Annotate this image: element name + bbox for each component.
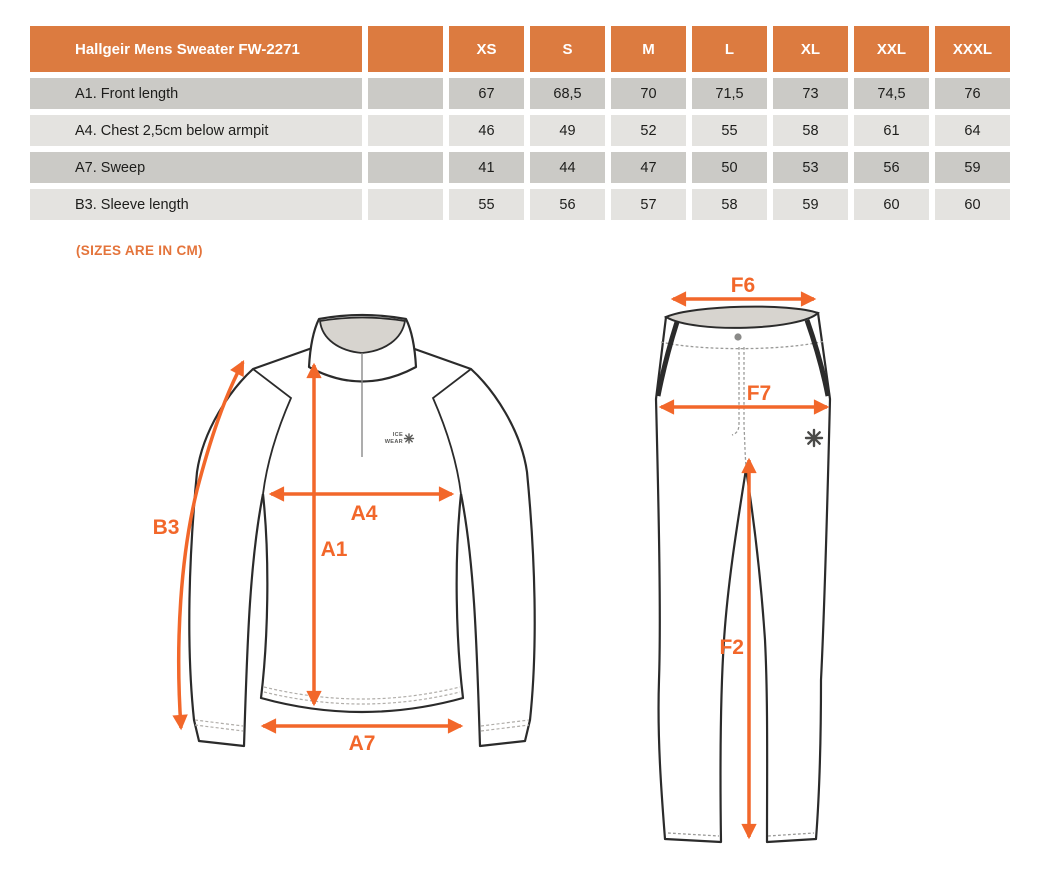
sweater-body	[261, 494, 463, 712]
value-cell: 44	[530, 152, 605, 183]
snowflake-icon	[806, 430, 822, 446]
row-label-cell: B3. Sleeve length	[30, 189, 362, 220]
value-cell: 56	[530, 189, 605, 220]
value-cell: 55	[449, 189, 524, 220]
size-header: L	[692, 26, 767, 72]
row-label-cell: A1. Front length	[30, 78, 362, 109]
snowflake-icon	[405, 434, 414, 443]
value-cell: 60	[854, 189, 929, 220]
size-header: XL	[773, 26, 848, 72]
label-a4: A4	[350, 502, 378, 525]
size-header: M	[611, 26, 686, 72]
label-f2: F2	[719, 636, 744, 659]
waist-button	[734, 333, 741, 340]
value-cell: 49	[530, 115, 605, 146]
row-label-cell: A4. Chest 2,5cm below armpit	[30, 115, 362, 146]
value-cell: 60	[935, 189, 1010, 220]
brand-logo-line1: ICE	[392, 432, 403, 438]
label-f7: F7	[746, 382, 772, 405]
row-label-cell: A7. Sweep	[30, 152, 362, 183]
value-cell: 58	[773, 115, 848, 146]
value-cell: 57	[611, 189, 686, 220]
value-cell: 59	[935, 152, 1010, 183]
value-cell: 50	[692, 152, 767, 183]
value-cell: 76	[935, 78, 1010, 109]
label-b3: B3	[152, 516, 180, 539]
value-cell: 58	[692, 189, 767, 220]
pants-drawing	[656, 274, 830, 842]
value-cell: 73	[773, 78, 848, 109]
value-cell: 59	[773, 189, 848, 220]
size-header: XS	[449, 26, 524, 72]
value-cell: 47	[611, 152, 686, 183]
size-header: XXXL	[935, 26, 1010, 72]
units-note: (SIZES ARE IN CM)	[76, 243, 203, 258]
label-f6: F6	[730, 274, 756, 297]
value-cell: 41	[449, 152, 524, 183]
value-cell: 52	[611, 115, 686, 146]
value-cell: 53	[773, 152, 848, 183]
product-title: Hallgeir Mens Sweater FW-2271	[30, 26, 362, 72]
size-header: XXL	[854, 26, 929, 72]
sweater-drawing	[153, 315, 535, 755]
value-cell: 71,5	[692, 78, 767, 109]
value-cell: 61	[854, 115, 929, 146]
label-a7: A7	[348, 732, 376, 755]
value-cell: 46	[449, 115, 524, 146]
pants-body	[656, 313, 830, 842]
value-cell: 68,5	[530, 78, 605, 109]
value-cell: 70	[611, 78, 686, 109]
brand-logo	[385, 432, 414, 445]
brand-logo-line2: WEAR	[384, 439, 403, 445]
value-cell: 55	[692, 115, 767, 146]
value-cell: 74,5	[854, 78, 929, 109]
label-a1: A1	[320, 538, 348, 561]
size-header: S	[530, 26, 605, 72]
value-cell: 56	[854, 152, 929, 183]
value-cell: 67	[449, 78, 524, 109]
value-cell: 64	[935, 115, 1010, 146]
